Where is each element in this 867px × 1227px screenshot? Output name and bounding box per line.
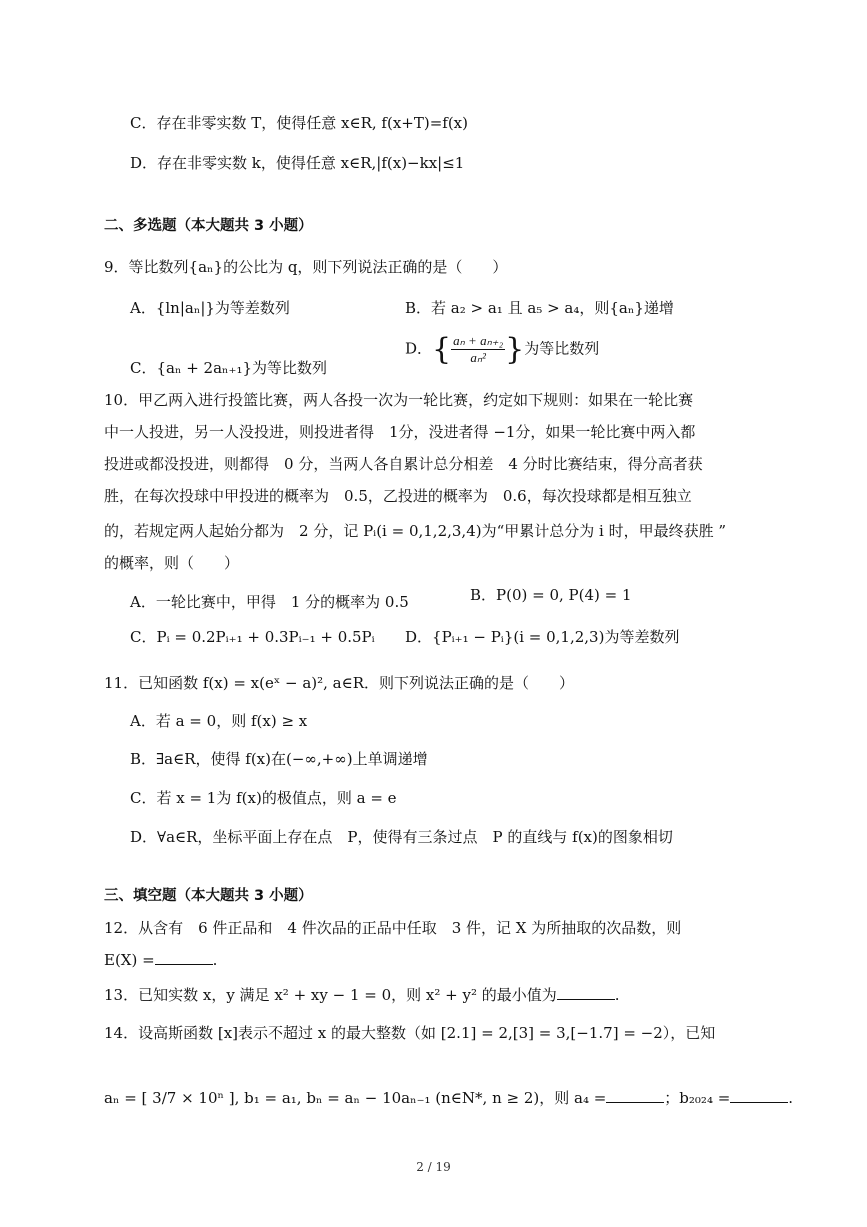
q14-line-1: 14．设高斯函数 [x]表示不超过 x 的最大整数（如 [2.1] = 2,[3] = 3,[−1.7] = −2），已知 (104, 1024, 716, 1042)
q11-stem: 11．已知函数 f(x) = x(eˣ − a)², a∈R．则下列说法正确的是（ ） (104, 674, 575, 692)
q14-a4-answer-blank[interactable] (606, 1088, 664, 1103)
section-title-fill-blank: 三、填空题（本大题共 3 小题） (104, 888, 313, 904)
q12-line-2 (104, 950, 217, 969)
fraction-denominator: aₙ² (470, 350, 486, 365)
q13-stem: 13．已知实数 x，y 满足 x² + xy − 1 = 0，则 x² + y² 的最小值为 (104, 986, 557, 1004)
q14-line-2 (104, 1087, 793, 1108)
q10-option-a: A．一轮比赛中，甲得 1 分的概率为 0.5 (130, 593, 409, 611)
q9-option-c: C．{aₙ + 2aₙ₊₁}为等比数列 (130, 359, 328, 377)
q8-option-d: D．存在非零实数 k，使得任意 x∈R,|f(x)−kx|≤1 (130, 154, 465, 172)
q10-line-4: 胜，在每次投球中甲投进的概率为 0.5，乙投进的概率为 0.6，每次投球都是相互独立 (104, 487, 692, 505)
q9-option-d-tail: 为等比数列 (524, 339, 600, 358)
q12-line-1: 12．从含有 6 件正品和 4 件次品的正品中任取 3 件，记 X 为所抽取的次品数，则 (104, 919, 682, 937)
q10-line-3: 投进或都没投进，则都得 0 分，当两人各自累计总分相差 4 分时比赛结束，得分高者获 (104, 455, 703, 473)
q14-b2024-answer-blank[interactable] (730, 1088, 788, 1103)
left-brace-icon: { (432, 332, 452, 367)
q12-period: . (212, 951, 218, 969)
q9-option-d-label: D． (405, 339, 433, 358)
q10-line-5: 的，若规定两人起始分都为 2 分，记 Pᵢ(i = 0,1,2,3,4)为“甲累计总分为 i 时，甲最终获胜 ” (104, 522, 727, 540)
q8-option-c: C．存在非零实数 T，使得任意 x∈R, f(x+T)=f(x) (130, 114, 468, 132)
q10-option-c: C．Pᵢ = 0.2Pᵢ₊₁ + 0.3Pᵢ₋₁ + 0.5Pᵢ (130, 628, 375, 646)
right-brace-icon: } (505, 332, 525, 367)
q11-option-a: A．若 a = 0，则 f(x) ≥ x (130, 712, 308, 730)
q9-option-b: B．若 a₂ > a₁ 且 a₅ > a₄，则{aₙ}递增 (405, 299, 674, 317)
q9-option-d-fraction (451, 333, 505, 366)
q10-option-d: D．{Pᵢ₊₁ − Pᵢ}(i = 0,1,2,3)为等差数列 (405, 628, 680, 646)
q10-line-6: 的概率，则（ ） (104, 554, 240, 572)
q10-line-1: 10．甲乙两入进行投篮比赛，两人各投一次为一轮比赛，约定如下规则：如果在一轮比赛 (104, 391, 694, 409)
section-title-multiple-choice: 二、多选题（本大题共 3 小题） (104, 218, 313, 234)
q13-period: . (614, 986, 620, 1004)
page-number: 2 / 19 (416, 1160, 451, 1174)
q9-option-a: A．{ln|aₙ|}为等差数列 (130, 299, 290, 317)
q14-b2024-label: ；b₂₀₂₄ = (664, 1089, 731, 1107)
fraction-numerator: aₙ + aₙ₊₂ (453, 333, 504, 348)
q13-answer-blank[interactable] (557, 985, 615, 1000)
q14-period: . (788, 1089, 794, 1107)
q11-option-d: D．∀a∈R，坐标平面上存在点 P，使得有三条过点 P 的直线与 f(x)的图象相切 (130, 828, 673, 846)
q12-answer-blank[interactable] (155, 950, 213, 965)
q11-option-c: C．若 x = 1为 f(x)的极值点，则 a = e (130, 789, 397, 807)
q14-expression: aₙ = [ 3/7 × 10ⁿ ], b₁ = a₁, bₙ = aₙ − 10aₙ₋₁ (n∈N*, n ≥ 2)，则 a₄ = (104, 1089, 607, 1107)
q9-stem: 9．等比数列{aₙ}的公比为 q，则下列说法正确的是（ ） (104, 258, 508, 276)
q11-option-b: B．∃a∈R，使得 f(x)在(−∞,+∞)上单调递增 (130, 750, 428, 768)
q9-option-d (405, 332, 599, 367)
q10-line-2: 中一人投进，另一人没投进，则投进者得 1分，没进者得 −1分，如果一轮比赛中两入都 (104, 423, 696, 441)
q10-option-b: B．P(0) = 0, P(4) = 1 (470, 586, 632, 604)
q12-expression: E(X) = (104, 951, 155, 969)
q13-line (104, 984, 620, 1005)
